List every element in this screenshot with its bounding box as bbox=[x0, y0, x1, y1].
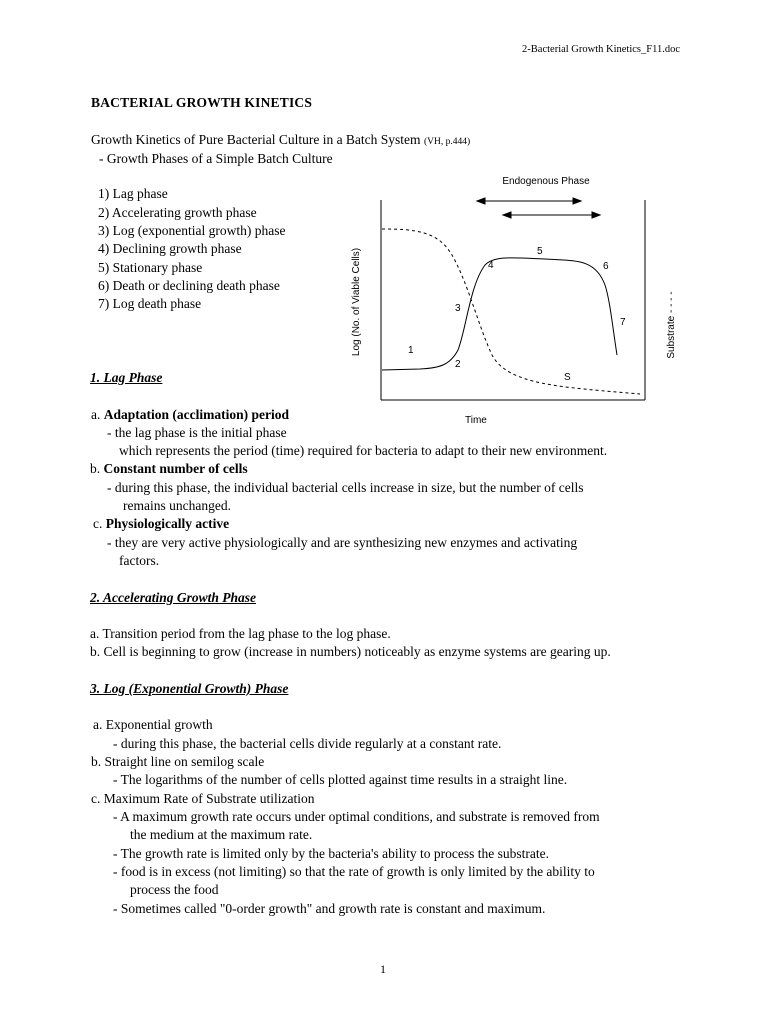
section-2-heading: 2. Accelerating Growth Phase bbox=[90, 590, 257, 605]
section-3-c-line1b: the medium at the maximum rate. bbox=[130, 827, 313, 842]
substrate-s-label: S bbox=[564, 372, 571, 383]
section-3-c-line4: - Sometimes called "0-order growth" and growth rate is constant and maximum. bbox=[113, 901, 546, 916]
section-3-c-line3: - food is in excess (not limiting) so that the rate of growth is only limited by the ability to bbox=[113, 864, 595, 879]
curve-point-7-label: 7 bbox=[620, 317, 626, 328]
item-b-prefix: b. bbox=[90, 461, 101, 476]
section-3-c-line2: - The growth rate is limited only by the bacteria's ability to process the substrate. bbox=[113, 846, 549, 861]
endogenous-arrow-2 bbox=[503, 212, 600, 218]
growth-curve-diagram bbox=[340, 165, 700, 430]
phase-item-4: 4) Declining growth phase bbox=[98, 241, 242, 256]
page-number: 1 bbox=[380, 962, 386, 976]
section-1-item-c bbox=[93, 515, 229, 532]
endogenous-phase-label: Endogenous Phase bbox=[502, 176, 590, 187]
phase-item-7: 7) Log death phase bbox=[98, 296, 202, 311]
document-title: BACTERIAL GROWTH KINETICS bbox=[91, 95, 313, 110]
section-1-item-b bbox=[90, 460, 248, 477]
section-3-heading: 3. Log (Exponential Growth) Phase bbox=[90, 681, 289, 696]
section-1-heading: 1. Lag Phase bbox=[90, 370, 163, 385]
section-3-item-b: b. Straight line on semilog scale bbox=[91, 754, 265, 769]
section-3-item-a: a. Exponential growth bbox=[93, 717, 213, 732]
section-3-a-line1: - during this phase, the bacterial cells divide regularly at a constant rate. bbox=[113, 736, 502, 751]
phase-item-2: 2) Accelerating growth phase bbox=[98, 205, 257, 220]
section-1-b-line1: - during this phase, the individual bacterial cells increase in size, but the number of cells bbox=[107, 480, 584, 495]
intro-text: Growth Kinetics of Pure Bacterial Culture in a Batch System bbox=[91, 132, 421, 147]
curve-point-4-label: 4 bbox=[488, 260, 494, 271]
y-axis-label: Log (No. of Viable Cells) bbox=[351, 247, 362, 357]
intro-reference: (VH, p.444) bbox=[423, 137, 471, 147]
curve-point-3-label: 3 bbox=[455, 303, 461, 314]
section-2-item-a: a. Transition period from the lag phase to the log phase. bbox=[90, 626, 391, 641]
section-1-a-line1: - the lag phase is the initial phase bbox=[107, 425, 287, 440]
item-c-prefix: c. bbox=[93, 516, 103, 531]
section-1-c-line2: factors. bbox=[119, 553, 160, 568]
curve-point-2-label: 2 bbox=[455, 359, 461, 370]
phase-item-6: 6) Death or declining death phase bbox=[98, 278, 280, 293]
intro-line bbox=[91, 131, 470, 151]
phase-item-1: 1) Lag phase bbox=[98, 186, 168, 201]
substrate-axis-label: Substrate - - - - bbox=[666, 291, 677, 359]
x-axis-label: Time bbox=[465, 415, 487, 426]
phase-item-5: 5) Stationary phase bbox=[98, 260, 203, 275]
phase-item-3: 3) Log (exponential growth) phase bbox=[98, 223, 286, 238]
item-b-title: Constant number of cells bbox=[103, 461, 248, 476]
item-a-title: Adaptation (acclimation) period bbox=[103, 407, 289, 422]
section-1-c-line1: - they are very active physiologically and are synthesizing new enzymes and activating bbox=[107, 535, 578, 550]
section-1-b-line2: remains unchanged. bbox=[123, 498, 231, 513]
section-3-item-c: c. Maximum Rate of Substrate utilization bbox=[91, 791, 315, 806]
curve-point-1-label: 1 bbox=[408, 345, 414, 356]
document-filename: 2-Bacterial Growth Kinetics_F11.doc bbox=[522, 44, 680, 55]
intro-subline: - Growth Phases of a Simple Batch Culture bbox=[99, 151, 333, 166]
section-1-item-a bbox=[91, 406, 289, 423]
section-2-item-b: b. Cell is beginning to grow (increase in numbers) noticeably as enzyme systems are gearing up. bbox=[90, 644, 611, 659]
section-3-b-line1: - The logarithms of the number of cells plotted against time results in a straight line. bbox=[113, 772, 568, 787]
item-c-title: Physiologically active bbox=[105, 516, 230, 531]
curve-point-5-label: 5 bbox=[537, 246, 543, 257]
endogenous-arrow-1 bbox=[477, 198, 581, 204]
curve-point-6-label: 6 bbox=[603, 261, 609, 272]
section-3-c-line1: - A maximum growth rate occurs under optimal conditions, and substrate is removed from bbox=[113, 809, 600, 824]
section-3-c-line3b: process the food bbox=[130, 882, 219, 897]
item-a-prefix: a. bbox=[91, 407, 101, 422]
growth-curve bbox=[382, 258, 617, 370]
section-1-a-line2: which represents the period (time) required for bacteria to adapt to their new environment. bbox=[119, 443, 608, 458]
